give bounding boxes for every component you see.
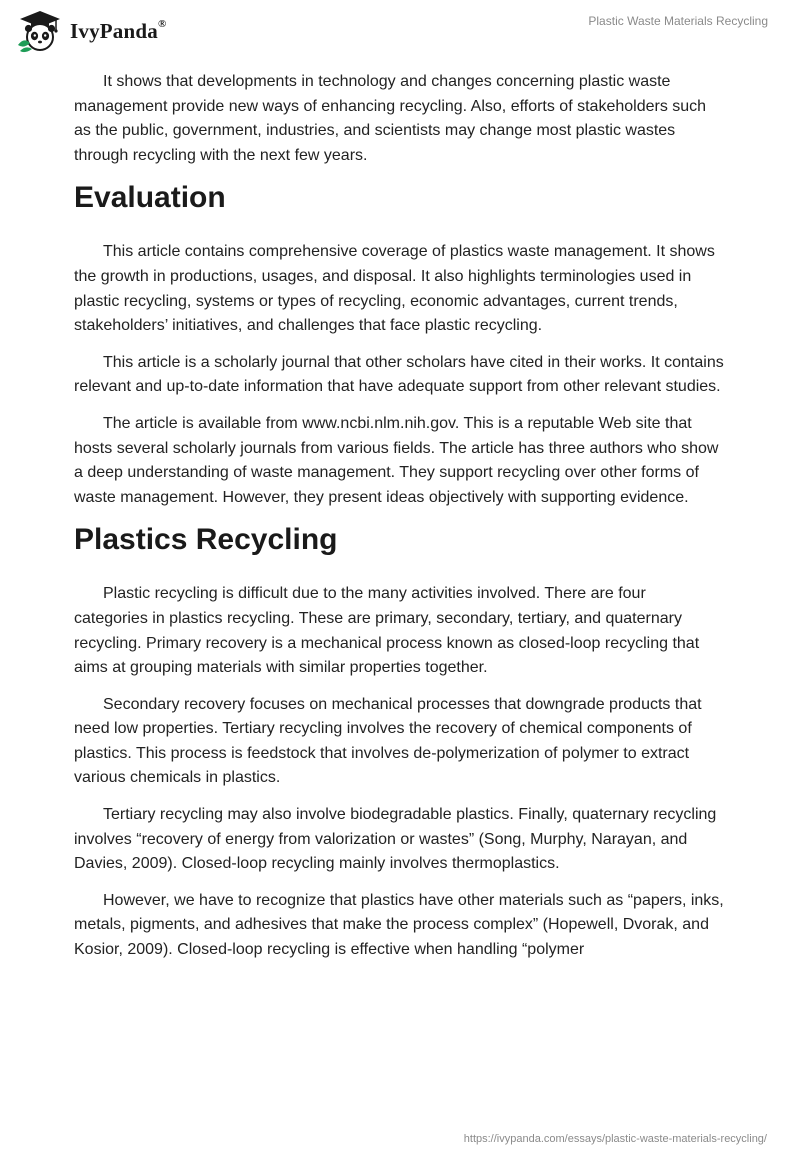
page-header	[0, 0, 800, 60]
section-heading-evaluation: Evaluation	[74, 181, 226, 215]
paragraph: Tertiary recycling may also involve biodegradable plastics. Finally, quaternary recycling involves “recovery of energy from valorization or wastes” (Song, Murphy, Narayan, and Davies, 2009). Closed-loop recycling mainly involves thermoplastics.	[74, 806, 717, 873]
paragraph: This article contains comprehensive coverage of plastics waste management. It shows the growth in productions, usages, and disposal. It also highlights terminologies used in plastic recycling, systems or types of recycling, economic advantages, current trends, stakeholders’ initiatives, and challenges that face plastic recycling.	[74, 243, 715, 335]
footer-url[interactable]: https://ivypanda.com/essays/plastic-waste-materials-recycling/	[463, 1133, 767, 1145]
paragraph: However, we have to recognize that plastics have other materials such as “papers, inks, metals, pigments, and adhesives that make the process complex” (Hopewell, Dvorak, and Kosior, 2009). Closed-loop recycling is effective when handling “polymer	[74, 891, 724, 959]
paragraph: Plastic recycling is difficult due to the many activities involved. There are four categories in plastics recycling. These are primary, secondary, tertiary, and quaternary recycling. Primary recovery is a mechanical process known as closed-loop recycling that aims at grouping materials with similar properties together.	[74, 585, 700, 677]
paragraph: It shows that developments in technology and changes concerning plastic waste management provide new ways of enhancing recycling. Also, efforts of stakeholders such as the public, government, industries, and scientists may change most plastic wastes through recycling with the next few years.	[74, 73, 707, 164]
brand-name: IvyPanda®	[70, 17, 167, 43]
panda-graduate-icon	[16, 9, 64, 53]
paragraph: This article is a scholarly journal that other scholars have cited in their works. It contains relevant and up-to-date information that have adequate support from other relevant studies.	[74, 353, 724, 396]
ivypanda-logo[interactable]	[16, 9, 166, 53]
section-heading-plastics-recycling: Plastics Recycling	[74, 523, 338, 557]
paragraph: Secondary recovery focuses on mechanical processes that downgrade products that need low properties. Tertiary recycling involves the recovery of chemical components of plastics. This process is feedstock that involves de-polymerization of polymer to extract various chemicals in plastics.	[74, 695, 702, 787]
paragraph: The article is available from www.ncbi.nlm.nih.gov. This is a reputable Web site that hosts several scholarly journals from various fields. The article has three authors who show a deep understanding of waste management. They support recycling over other forms of waste management. However, they present ideas objectively with supporting evidence.	[74, 414, 719, 506]
essay-body	[74, 70, 724, 975]
document-title: Plastic Waste Materials Recycling	[588, 14, 768, 28]
